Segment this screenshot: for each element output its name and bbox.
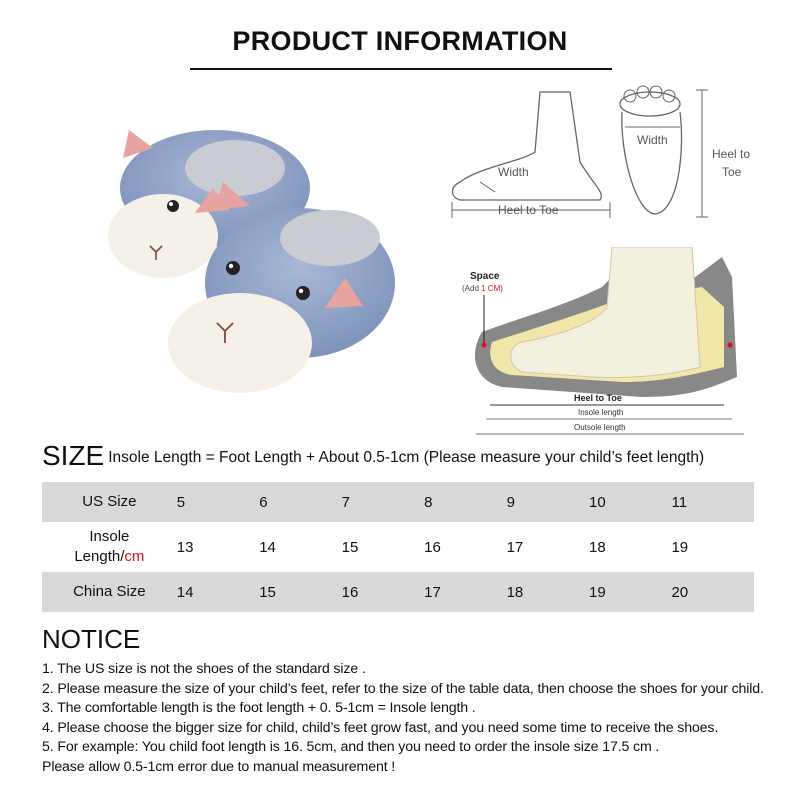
shoe-insole-length-label: Insole length	[578, 408, 624, 417]
page-title: PRODUCT INFORMATION	[232, 26, 568, 56]
notice-item: Please allow 0.5-1cm error due to manual measurement !	[42, 758, 396, 775]
table-cell: 16	[342, 572, 424, 612]
front-slipper-face	[168, 293, 312, 393]
notice-item: 2. Please measure the size of your child’s feet, refer to the size of the table data, then choose the shoes for your child.	[42, 680, 764, 697]
shoe-outsole-length-label: Outsole length	[574, 423, 626, 432]
table-row-insole-length	[42, 526, 754, 568]
shoe-heel-to-toe-label: Heel to Toe	[574, 393, 622, 403]
size-heading: SIZE	[42, 440, 105, 471]
table-cell: 17	[424, 572, 506, 612]
table-cell: 11	[671, 482, 754, 522]
table-cell: 13	[176, 538, 194, 556]
row-label-china-size: China Size	[42, 572, 177, 612]
table-cell: 14	[259, 538, 276, 556]
table-cell: 15	[259, 572, 341, 612]
front-slipper-eye-right	[296, 286, 310, 300]
table-cell: 8	[424, 482, 506, 522]
notice-item: 3. The comfortable length is the foot length + 0. 5-1cm = Insole length .	[42, 700, 476, 716]
shoe-fit-diagram	[462, 247, 762, 442]
table-cell: 6	[259, 482, 341, 522]
back-slipper-eye	[167, 200, 179, 212]
notice-item: 1. The US size is not the shoes of the standard size .	[42, 661, 366, 677]
table-cell: 15	[341, 538, 359, 556]
foot-side-and-sole-diagram	[440, 82, 770, 232]
row-label-insole-length: Insole Length/cm	[74, 528, 145, 565]
table-cell: 10	[589, 482, 671, 522]
notice-list	[42, 660, 792, 777]
table-cell: 18	[589, 538, 606, 556]
size-note: Insole Length = Foot Length + About 0.5-1cm (Please measure your child’s feet length)	[108, 449, 705, 466]
table-cell: 19	[671, 538, 689, 556]
table-cell: 14	[177, 572, 259, 612]
table-cell: 19	[589, 572, 671, 612]
table-row-us-size	[42, 482, 754, 522]
sole-heel-to-toe-label-2: Toe	[722, 165, 742, 179]
table-cell: 16	[424, 538, 441, 556]
side-width-label: Width	[498, 165, 529, 179]
table-cell: 5	[177, 482, 259, 522]
notice-item: 4. Please choose the bigger size for child, child’s feet grow fast, and you need some time to receive the shoes.	[42, 719, 719, 736]
row-label-us-size: US Size	[42, 482, 177, 522]
sole-heel-to-toe-label-1: Heel to	[712, 147, 751, 161]
table-cell: 7	[342, 482, 424, 522]
title-underline	[190, 68, 612, 70]
foot-measurement-diagram	[440, 82, 770, 442]
sole-width-label: Width	[637, 133, 668, 147]
notice-heading: NOTICE	[42, 624, 141, 654]
table-cell: 18	[507, 572, 589, 612]
table-cell: 9	[507, 482, 589, 522]
side-heel-to-toe-label: Heel to Toe	[498, 203, 559, 217]
space-label: Space	[470, 271, 500, 282]
table-row-china-size	[42, 572, 754, 612]
table-cell: 20	[671, 572, 754, 612]
hamster-slippers-image	[95, 118, 395, 398]
front-slipper-eye-left	[226, 261, 240, 275]
size-heading-row	[42, 440, 704, 472]
space-add-note: (Add 1 CM)	[462, 284, 503, 293]
size-table	[42, 478, 754, 616]
notice-item: 5. For example: You child foot length is 16. 5cm, and then you need to order the insole size 17.5 cm .	[42, 739, 660, 755]
table-cell: 17	[506, 538, 524, 556]
